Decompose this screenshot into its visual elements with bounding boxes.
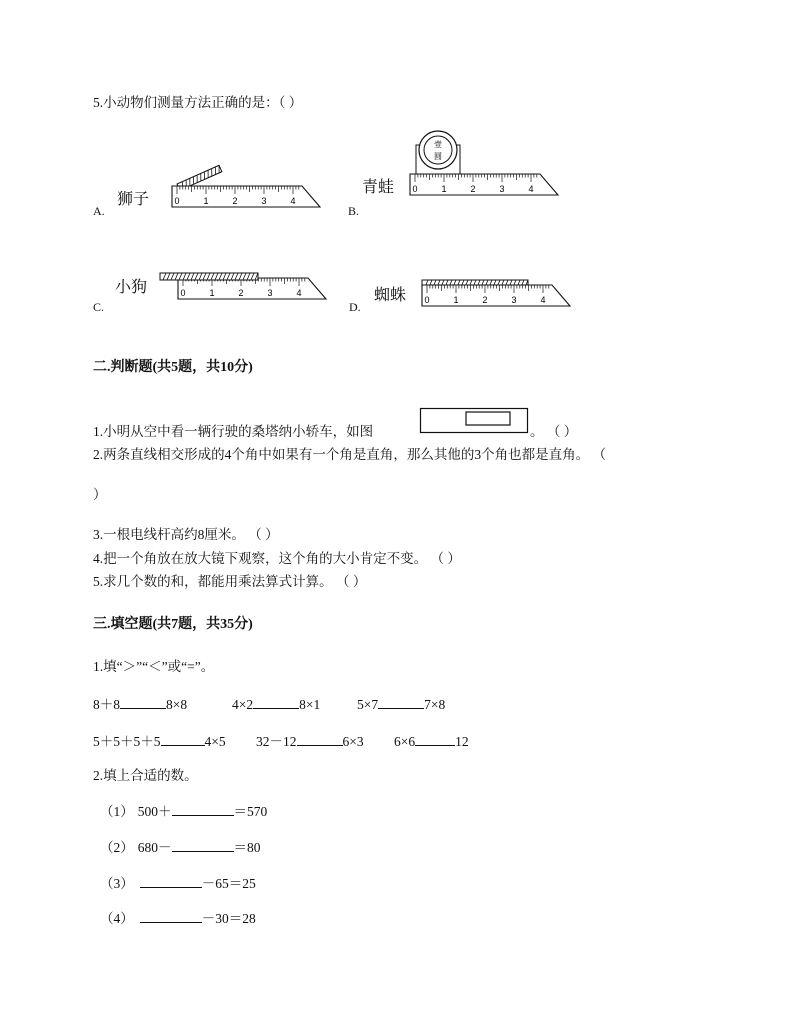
compare-4-blank[interactable] [161, 733, 205, 746]
ruler-tick-label: 3 [267, 288, 273, 298]
fill-q2-before-1: 500＋ [137, 804, 172, 819]
fill-q2-blank-3[interactable] [140, 875, 202, 888]
judge-item-1-text: 1.小明从空中看一辆行驶的桑塔纳小轿车，如图 [93, 424, 374, 439]
compare-2-blank[interactable] [253, 696, 299, 709]
compare-5-right: 6×3 [342, 734, 364, 749]
fill-q2-blank-1[interactable] [172, 803, 234, 816]
compare-6-left: 6×6 [394, 734, 416, 749]
compare-row-1c [357, 696, 445, 712]
fill-q2-after-4: －30＝28 [201, 911, 256, 926]
option-d-animal: 蜘蛛 [374, 285, 407, 304]
fill-q2-after-2: ＝80 [233, 840, 261, 855]
option-a-letter: A. [93, 204, 105, 218]
coin-text-1: 壹 [434, 140, 442, 149]
ruler-b [410, 174, 558, 195]
top-strip-c [160, 273, 258, 280]
fill-q2-num-4: （4） [100, 911, 134, 926]
compare-5-blank[interactable] [297, 733, 343, 746]
fill-q2-item-4 [100, 910, 256, 926]
judge-item-1 [93, 425, 373, 439]
compare-3-blank[interactable] [378, 696, 424, 709]
compare-row-1b [232, 696, 320, 712]
ruler-tick-label: 4 [528, 184, 534, 194]
fill-q2-num-3: （3） [100, 876, 134, 891]
compare-row-2b [256, 733, 364, 749]
ruler-tick-label: 4 [290, 196, 296, 206]
compare-row-2 [93, 733, 226, 749]
ruler-figure-d [418, 278, 578, 312]
q5-stem: 5.小动物们测量方法正确的是：（ ） [93, 95, 303, 110]
ruler-tick-label: 0 [174, 196, 180, 206]
compare-1-right: 8×8 [166, 697, 188, 712]
fill-q2-num-1: （1） [100, 804, 134, 819]
compare-4-left: 5＋5＋5＋5 [93, 734, 161, 749]
compare-row-2c [394, 733, 469, 749]
option-c-letter: C. [93, 300, 105, 314]
section3-heading: 三.填空题(共7题，共35分) [93, 617, 253, 632]
option-b-animal: 青蛙 [362, 177, 395, 196]
fill-q2-after-3: －65＝25 [201, 876, 256, 891]
option-b-letter: B. [348, 204, 360, 218]
ruler-a [172, 186, 320, 207]
ruler-tick-label: 2 [232, 196, 238, 206]
ruler-tick-label: 1 [453, 295, 459, 305]
fill-q2-stem: 2.填上合适的数。 [93, 768, 198, 783]
coin-text-2: 圆 [434, 152, 442, 161]
ruler-tick-label: 2 [238, 288, 244, 298]
ruler-tick-label: 2 [470, 184, 476, 194]
compare-3-right: 7×8 [424, 697, 446, 712]
compare-5-left: 32－12 [256, 734, 297, 749]
fill-q2-after-1: ＝570 [233, 804, 268, 819]
section2-heading: 二.判断题(共5题，共10分) [93, 360, 253, 375]
ruler-tick-label: 2 [482, 295, 488, 305]
fill-q2-item-1 [100, 803, 267, 819]
ruler-d [422, 285, 570, 306]
ruler-figure-c [158, 270, 328, 304]
option-d-letter: D. [349, 300, 361, 314]
fill-q1-stem: 1.填“＞”“＜”或“=”。 [93, 659, 215, 674]
ruler-tick-label: 1 [203, 196, 209, 206]
fill-q2-item-3 [100, 875, 256, 891]
fill-q2-before-2: 680－ [137, 840, 172, 855]
option-c-animal: 小狗 [115, 277, 148, 296]
fill-q2-blank-4[interactable] [140, 910, 202, 923]
ruler-tick-label: 3 [511, 295, 517, 305]
ruler-tick-label: 3 [261, 196, 267, 206]
car-top-view-figure [420, 408, 530, 434]
judge-item-3: 3.一根电线杆高约8厘米。 （ ） [93, 527, 279, 542]
compare-1-blank[interactable] [120, 696, 166, 709]
compare-4-right: 4×5 [204, 734, 226, 749]
ruler-tick-label: 0 [180, 288, 186, 298]
fill-q2-num-2: （2） [100, 840, 134, 855]
compare-3-left: 5×7 [357, 697, 379, 712]
compare-2-right: 8×1 [299, 697, 321, 712]
compare-2-left: 4×2 [232, 697, 254, 712]
judge-item-5: 5.求几个数的和，都能用乘法算式计算。 （ ） [93, 574, 367, 589]
judge-item-1-suffix: 。 （ ） [530, 424, 578, 439]
compare-row-1 [93, 696, 187, 712]
judge-item-2: 2.两条直线相交形成的4个角中如果有一个角是直角，那么其他的3个角也都是直角。 （ [93, 447, 606, 462]
judge-item-4: 4.把一个角放在放大镜下观察，这个角的大小肯定不变。 （ ） [93, 551, 461, 566]
ruler-tick-label: 1 [441, 184, 447, 194]
fill-q2-blank-2[interactable] [172, 839, 234, 852]
ruler-tick-label: 0 [424, 295, 430, 305]
compare-6-blank[interactable] [415, 733, 455, 746]
ruler-tick-label: 3 [499, 184, 505, 194]
judge-item-2-cont: ） [93, 487, 107, 502]
compare-6-right: 12 [455, 734, 469, 749]
fill-q2-item-2 [100, 839, 261, 855]
ruler-tick-label: 0 [412, 184, 418, 194]
ruler-figure-b [400, 128, 560, 210]
compare-1-left: 8＋8 [93, 697, 120, 712]
ruler-c [178, 278, 326, 299]
option-a-animal: 狮子 [117, 189, 150, 208]
ruler-tick-label: 1 [209, 288, 215, 298]
coin [416, 131, 460, 175]
ruler-figure-a [165, 156, 325, 212]
ruler-tick-label: 4 [540, 295, 546, 305]
ruler-tick-label: 4 [296, 288, 302, 298]
